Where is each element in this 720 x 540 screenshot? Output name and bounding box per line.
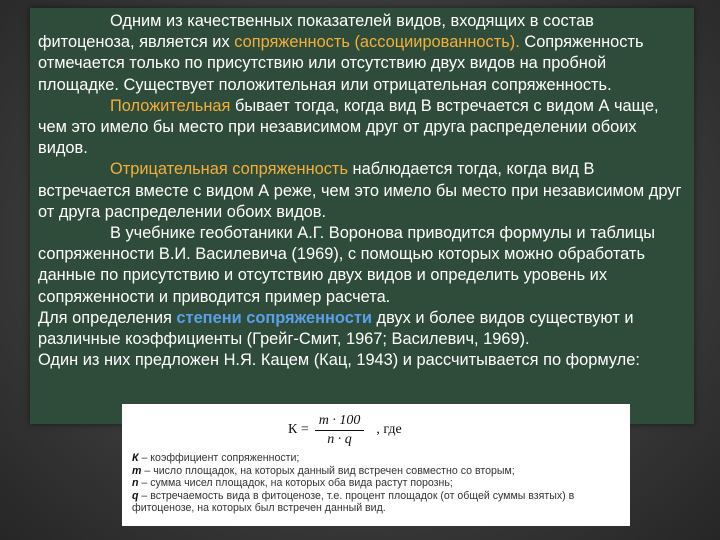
legend-symbol: m <box>132 464 142 477</box>
legend-item <box>132 490 624 515</box>
paragraph-text: наблюдается тогда, когда вид В встречается вместе с видом А реже, чем это имело бы место при независимом друг от друга распределении обоих видов. <box>38 160 682 221</box>
legend-text: – коэффициент сопряженности; <box>138 452 300 464</box>
highlight-term: сопряженность (ассоциированность). <box>234 33 520 52</box>
paragraph-association <box>38 11 690 96</box>
formula-suffix: , где <box>376 422 402 437</box>
legend-text: – встречаемость вида в фитоценозе, т.е. процент площадок (от общей суммы взятых) в фитоценозе, на которых был встречен данный вид. <box>132 489 575 515</box>
highlight-term: Отрицательная сопряженность <box>110 160 348 179</box>
formula-fraction <box>315 413 365 448</box>
paragraph-textbook: В учебнике геоботаники А.Г. Воронова приводится формулы и таблицы сопряженности В.И. Василевича (1969), с помощью которых можно обработать данные по присутствию и отсутствию двух видов и определить уровень их сопряженности и приводится пример расчета. <box>38 224 656 306</box>
highlight-term: степени сопряженности <box>176 308 372 327</box>
legend-text: – сумма чисел площадок, на которых оба вида растут порознь; <box>138 477 453 490</box>
legend-text: – число площадок, на которых данный вид встречен совместно со вторым; <box>141 464 515 477</box>
formula-card <box>122 404 630 526</box>
highlight-term: Положительная <box>110 96 231 115</box>
slide-body-text <box>38 11 690 371</box>
legend-symbol: n <box>132 477 139 490</box>
paragraph-text: Для определения <box>38 308 177 327</box>
legend-symbol: К <box>132 452 139 464</box>
formula-numerator: m · 100 <box>315 413 365 431</box>
formula <box>288 410 402 450</box>
legend-symbol: q <box>132 489 139 502</box>
paragraph-degree <box>38 308 690 350</box>
paragraph-text: Одним из качественных показателей видов, входящих в состав фитоценоза, является их <box>38 12 594 52</box>
formula-lhs: К = <box>288 422 309 437</box>
paragraph-text: двух и более видов существуют и различные коэффициенты (Грейг-Смит, 1967; Василевич, 1969). <box>38 308 634 349</box>
legend-item <box>132 452 624 465</box>
formula-denominator: n · q <box>327 431 352 447</box>
paragraph-formula-intro: Один из них предложен Н.Я. Кацем (Кац, 1943) и рассчитывается по формуле: <box>38 351 640 370</box>
paragraph-positive <box>38 96 690 160</box>
formula-legend <box>132 452 624 515</box>
legend-item <box>132 465 624 478</box>
paragraph-negative <box>38 159 690 223</box>
legend-item <box>132 477 624 490</box>
paragraph-text: бывает тогда, когда вид В встречается с видом А чаще, чем это имело бы место при независимом друг от друга распределении обоих видов. <box>38 96 659 158</box>
paragraph-text: Сопряженность отмечается только по присутствию или отсутствию двух видов на пробной площадке. Существует положительная или отрицательная сопряженность. <box>38 33 644 94</box>
